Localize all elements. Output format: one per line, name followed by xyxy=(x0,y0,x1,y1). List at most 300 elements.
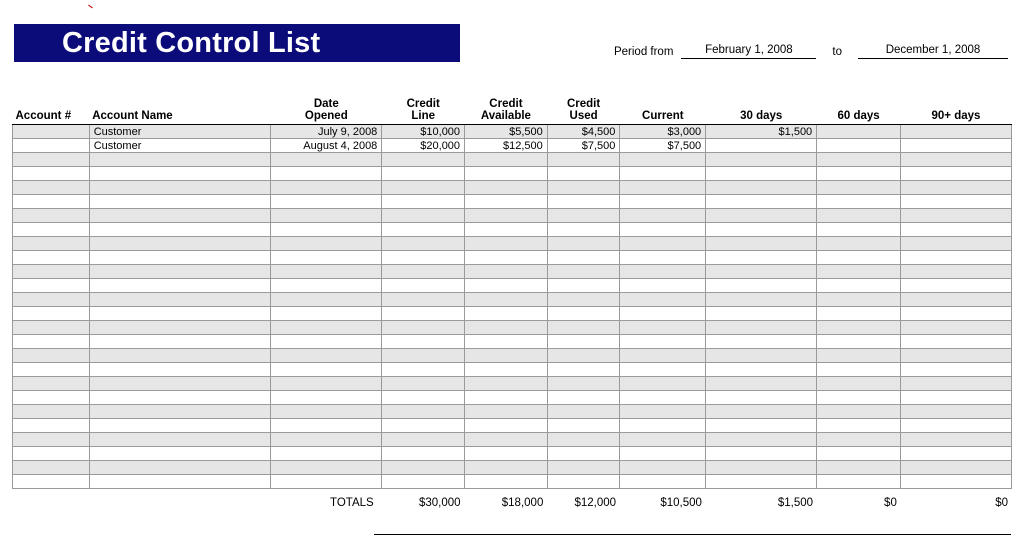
cell-used[interactable] xyxy=(547,447,620,461)
cell-account[interactable] xyxy=(13,237,90,251)
cell-used[interactable] xyxy=(547,363,620,377)
cell-d60[interactable] xyxy=(817,405,901,419)
cell-d30[interactable] xyxy=(706,293,817,307)
cell-current[interactable] xyxy=(620,307,706,321)
cell-date[interactable] xyxy=(271,391,382,405)
cell-date[interactable] xyxy=(271,433,382,447)
cell-d30[interactable] xyxy=(706,167,817,181)
column-header-90-plus-days: 90+ days xyxy=(900,78,1011,125)
cell-d90[interactable] xyxy=(900,419,1011,433)
cell-d60[interactable] xyxy=(817,265,901,279)
cell-d90[interactable] xyxy=(900,349,1011,363)
cell-available[interactable] xyxy=(465,223,548,237)
cell-account[interactable] xyxy=(13,419,90,433)
cell-d90[interactable] xyxy=(900,405,1011,419)
table-row[interactable] xyxy=(13,167,1012,181)
cell-date[interactable] xyxy=(271,167,382,181)
cell-d60[interactable] xyxy=(817,419,901,433)
cell-line[interactable] xyxy=(382,475,465,489)
cell-name[interactable] xyxy=(89,335,271,349)
cell-date[interactable] xyxy=(271,195,382,209)
cell-d90[interactable] xyxy=(900,433,1011,447)
cell-current[interactable] xyxy=(620,293,706,307)
cell-current[interactable] xyxy=(620,433,706,447)
cell-d90[interactable] xyxy=(900,251,1011,265)
cell-available[interactable] xyxy=(465,293,548,307)
cell-name[interactable] xyxy=(89,419,271,433)
cell-used[interactable] xyxy=(547,391,620,405)
cell-date[interactable] xyxy=(271,349,382,363)
cell-line[interactable] xyxy=(382,363,465,377)
cell-d60[interactable] xyxy=(817,461,901,475)
cell-d30[interactable] xyxy=(706,461,817,475)
cell-account[interactable] xyxy=(13,447,90,461)
cell-name[interactable] xyxy=(89,223,271,237)
cell-d90[interactable] xyxy=(900,167,1011,181)
period-to-value[interactable]: December 1, 2008 xyxy=(858,44,1008,59)
cell-date[interactable] xyxy=(271,419,382,433)
cell-used[interactable] xyxy=(547,377,620,391)
table-row[interactable] xyxy=(13,363,1012,377)
cell-d60[interactable] xyxy=(817,251,901,265)
cell-name[interactable]: Customer xyxy=(89,125,271,139)
cell-account[interactable] xyxy=(13,251,90,265)
cell-account[interactable] xyxy=(13,363,90,377)
cell-name[interactable] xyxy=(89,195,271,209)
cell-used[interactable] xyxy=(547,237,620,251)
cell-date[interactable] xyxy=(271,321,382,335)
cell-d60[interactable] xyxy=(817,237,901,251)
cell-line[interactable] xyxy=(382,377,465,391)
cell-current[interactable] xyxy=(620,265,706,279)
cell-account[interactable] xyxy=(13,377,90,391)
cell-d30[interactable] xyxy=(706,405,817,419)
cell-date[interactable] xyxy=(271,209,382,223)
cell-account[interactable] xyxy=(13,125,90,139)
page-title: Credit Control List xyxy=(62,26,321,59)
cell-d90[interactable] xyxy=(900,461,1011,475)
cell-account[interactable] xyxy=(13,321,90,335)
cell-d90[interactable] xyxy=(900,181,1011,195)
cell-account[interactable] xyxy=(13,195,90,209)
cell-available[interactable] xyxy=(465,335,548,349)
cell-available[interactable] xyxy=(465,391,548,405)
table-row[interactable] xyxy=(13,195,1012,209)
cell-date[interactable] xyxy=(271,447,382,461)
cell-line[interactable] xyxy=(382,167,465,181)
cell-used[interactable] xyxy=(547,335,620,349)
cell-line[interactable] xyxy=(382,433,465,447)
cell-date[interactable] xyxy=(271,181,382,195)
cell-d90[interactable] xyxy=(900,321,1011,335)
cell-current[interactable] xyxy=(620,279,706,293)
cell-current[interactable] xyxy=(620,251,706,265)
cell-name[interactable] xyxy=(89,265,271,279)
cell-used[interactable]: $4,500 xyxy=(547,125,620,139)
table-row[interactable] xyxy=(13,307,1012,321)
cell-current[interactable] xyxy=(620,363,706,377)
cell-date[interactable] xyxy=(271,405,382,419)
cell-d60[interactable] xyxy=(817,363,901,377)
cell-d90[interactable] xyxy=(900,307,1011,321)
title-banner xyxy=(14,24,460,62)
totals-90-plus-days: $0 xyxy=(995,497,1008,509)
table-row[interactable] xyxy=(13,377,1012,391)
cell-d30[interactable] xyxy=(706,475,817,489)
cell-current[interactable] xyxy=(620,237,706,251)
table-row[interactable] xyxy=(13,125,1012,139)
cell-current[interactable] xyxy=(620,461,706,475)
table-row[interactable] xyxy=(13,293,1012,307)
cell-current[interactable] xyxy=(620,167,706,181)
cell-available[interactable] xyxy=(465,237,548,251)
cell-d90[interactable] xyxy=(900,391,1011,405)
cell-d30[interactable] xyxy=(706,237,817,251)
cell-name[interactable] xyxy=(89,307,271,321)
cell-d30[interactable] xyxy=(706,377,817,391)
table-row[interactable] xyxy=(13,265,1012,279)
cell-account[interactable] xyxy=(13,433,90,447)
cell-d90[interactable] xyxy=(900,195,1011,209)
cell-used[interactable] xyxy=(547,307,620,321)
cell-used[interactable] xyxy=(547,167,620,181)
cell-account[interactable] xyxy=(13,167,90,181)
cell-account[interactable] xyxy=(13,293,90,307)
cell-current[interactable] xyxy=(620,153,706,167)
cell-available[interactable] xyxy=(465,461,548,475)
cell-date[interactable] xyxy=(271,335,382,349)
cell-date[interactable] xyxy=(271,237,382,251)
column-header-current: Current xyxy=(620,78,706,125)
cell-d60[interactable] xyxy=(817,321,901,335)
cell-d30[interactable] xyxy=(706,153,817,167)
cell-available[interactable] xyxy=(465,167,548,181)
cell-used[interactable] xyxy=(547,279,620,293)
cell-line[interactable] xyxy=(382,153,465,167)
cell-name[interactable] xyxy=(89,391,271,405)
cell-d60[interactable] xyxy=(817,279,901,293)
cell-d90[interactable] xyxy=(900,447,1011,461)
cell-name[interactable] xyxy=(89,475,271,489)
cell-current[interactable] xyxy=(620,335,706,349)
cell-name[interactable] xyxy=(89,377,271,391)
cell-account[interactable] xyxy=(13,307,90,321)
cell-available[interactable] xyxy=(465,321,548,335)
cell-available[interactable] xyxy=(465,377,548,391)
cell-available[interactable] xyxy=(465,307,548,321)
cell-line[interactable] xyxy=(382,251,465,265)
cell-current[interactable] xyxy=(620,223,706,237)
table-row[interactable] xyxy=(13,433,1012,447)
cell-used[interactable] xyxy=(547,195,620,209)
cell-d30[interactable] xyxy=(706,139,817,153)
cell-account[interactable] xyxy=(13,265,90,279)
cell-used[interactable] xyxy=(547,433,620,447)
cell-used[interactable] xyxy=(547,321,620,335)
table-row[interactable] xyxy=(13,153,1012,167)
table-row[interactable] xyxy=(13,321,1012,335)
cell-date[interactable] xyxy=(271,461,382,475)
cell-used[interactable] xyxy=(547,153,620,167)
table-row[interactable] xyxy=(13,405,1012,419)
table-row[interactable] xyxy=(13,349,1012,363)
cell-name[interactable]: Customer xyxy=(89,139,271,153)
cell-d30[interactable] xyxy=(706,195,817,209)
cell-line[interactable] xyxy=(382,447,465,461)
cell-available[interactable]: $5,500 xyxy=(465,125,548,139)
cell-d90[interactable] xyxy=(900,475,1011,489)
cell-account[interactable] xyxy=(13,181,90,195)
cell-available[interactable] xyxy=(465,251,548,265)
cell-d90[interactable] xyxy=(900,335,1011,349)
table-row[interactable] xyxy=(13,475,1012,489)
cell-name[interactable] xyxy=(89,237,271,251)
cell-current[interactable] xyxy=(620,377,706,391)
cell-current[interactable] xyxy=(620,405,706,419)
cell-line[interactable] xyxy=(382,349,465,363)
cell-available[interactable] xyxy=(465,209,548,223)
table-row[interactable] xyxy=(13,335,1012,349)
table-row[interactable] xyxy=(13,181,1012,195)
cell-d30[interactable] xyxy=(706,279,817,293)
cell-d60[interactable] xyxy=(817,125,901,139)
cell-d30[interactable]: $1,500 xyxy=(706,125,817,139)
cell-date[interactable] xyxy=(271,251,382,265)
cell-line[interactable] xyxy=(382,391,465,405)
cell-account[interactable] xyxy=(13,279,90,293)
cell-d30[interactable] xyxy=(706,265,817,279)
cell-available[interactable] xyxy=(465,447,548,461)
cell-used[interactable] xyxy=(547,419,620,433)
cell-available[interactable]: $12,500 xyxy=(465,139,548,153)
cell-d30[interactable] xyxy=(706,363,817,377)
cell-d90[interactable] xyxy=(900,265,1011,279)
cell-current[interactable] xyxy=(620,419,706,433)
cell-name[interactable] xyxy=(89,293,271,307)
cell-name[interactable] xyxy=(89,167,271,181)
cell-line[interactable] xyxy=(382,405,465,419)
cell-d60[interactable] xyxy=(817,209,901,223)
cell-name[interactable] xyxy=(89,461,271,475)
cell-name[interactable] xyxy=(89,349,271,363)
cell-date[interactable] xyxy=(271,265,382,279)
cell-d30[interactable] xyxy=(706,307,817,321)
cell-available[interactable] xyxy=(465,419,548,433)
cell-available[interactable] xyxy=(465,181,548,195)
cell-account[interactable] xyxy=(13,475,90,489)
cell-date[interactable]: July 9, 2008 xyxy=(271,125,382,139)
cell-d90[interactable] xyxy=(900,125,1011,139)
cell-name[interactable] xyxy=(89,181,271,195)
cell-name[interactable] xyxy=(89,153,271,167)
cell-current[interactable] xyxy=(620,447,706,461)
cell-line[interactable] xyxy=(382,223,465,237)
cell-current[interactable] xyxy=(620,475,706,489)
cell-line[interactable] xyxy=(382,181,465,195)
cell-d30[interactable] xyxy=(706,391,817,405)
cell-d90[interactable] xyxy=(900,223,1011,237)
cell-available[interactable] xyxy=(465,405,548,419)
cell-line[interactable] xyxy=(382,293,465,307)
cell-d30[interactable] xyxy=(706,349,817,363)
cell-d60[interactable] xyxy=(817,335,901,349)
cell-date[interactable] xyxy=(271,293,382,307)
totals-credit-line: $30,000 xyxy=(418,497,461,509)
cell-account[interactable] xyxy=(13,461,90,475)
cell-date[interactable] xyxy=(271,377,382,391)
cell-used[interactable] xyxy=(547,405,620,419)
cell-line[interactable] xyxy=(382,419,465,433)
cell-d60[interactable] xyxy=(817,377,901,391)
cell-name[interactable] xyxy=(89,209,271,223)
cell-used[interactable] xyxy=(547,181,620,195)
cell-name[interactable] xyxy=(89,279,271,293)
cell-available[interactable] xyxy=(465,349,548,363)
cell-used[interactable]: $7,500 xyxy=(547,139,620,153)
cell-account[interactable] xyxy=(13,335,90,349)
cell-d30[interactable] xyxy=(706,433,817,447)
cell-line[interactable] xyxy=(382,321,465,335)
cell-d60[interactable] xyxy=(817,391,901,405)
cell-used[interactable] xyxy=(547,293,620,307)
totals-60-days: $0 xyxy=(884,497,897,509)
cell-d60[interactable] xyxy=(817,475,901,489)
table-row[interactable] xyxy=(13,279,1012,293)
cell-date[interactable] xyxy=(271,279,382,293)
cell-account[interactable] xyxy=(13,139,90,153)
cell-available[interactable] xyxy=(465,153,548,167)
cell-line[interactable]: $20,000 xyxy=(382,139,465,153)
column-header-30-days: 30 days xyxy=(706,78,817,125)
cell-d60[interactable] xyxy=(817,167,901,181)
cell-available[interactable] xyxy=(465,195,548,209)
cell-available[interactable] xyxy=(465,363,548,377)
cell-available[interactable] xyxy=(465,279,548,293)
cell-available[interactable] xyxy=(465,475,548,489)
cell-d30[interactable] xyxy=(706,209,817,223)
cell-d90[interactable] xyxy=(900,139,1011,153)
cell-d60[interactable] xyxy=(817,307,901,321)
period-from-value[interactable]: February 1, 2008 xyxy=(681,44,816,59)
cell-used[interactable] xyxy=(547,223,620,237)
cell-date[interactable]: August 4, 2008 xyxy=(271,139,382,153)
cell-name[interactable] xyxy=(89,321,271,335)
table-row[interactable] xyxy=(13,209,1012,223)
cell-used[interactable] xyxy=(547,251,620,265)
cell-line[interactable] xyxy=(382,279,465,293)
cell-account[interactable] xyxy=(13,209,90,223)
table-body xyxy=(13,125,1012,489)
cell-available[interactable] xyxy=(465,433,548,447)
cell-line[interactable] xyxy=(382,335,465,349)
cell-date[interactable] xyxy=(271,363,382,377)
cell-d30[interactable] xyxy=(706,223,817,237)
cell-d60[interactable] xyxy=(817,223,901,237)
cell-d60[interactable] xyxy=(817,447,901,461)
cell-d60[interactable] xyxy=(817,181,901,195)
cell-used[interactable] xyxy=(547,265,620,279)
cell-d60[interactable] xyxy=(817,139,901,153)
cell-d90[interactable] xyxy=(900,377,1011,391)
cell-d90[interactable] xyxy=(900,237,1011,251)
table-row[interactable] xyxy=(13,251,1012,265)
cell-account[interactable] xyxy=(13,391,90,405)
cell-current[interactable] xyxy=(620,391,706,405)
cell-current[interactable] xyxy=(620,195,706,209)
cell-account[interactable] xyxy=(13,349,90,363)
table-row[interactable] xyxy=(13,391,1012,405)
cell-date[interactable] xyxy=(271,307,382,321)
table-row[interactable] xyxy=(13,139,1012,153)
cell-d30[interactable] xyxy=(706,447,817,461)
cell-d90[interactable] xyxy=(900,153,1011,167)
cell-d60[interactable] xyxy=(817,195,901,209)
cell-d60[interactable] xyxy=(817,349,901,363)
cell-date[interactable] xyxy=(271,223,382,237)
cell-d90[interactable] xyxy=(900,209,1011,223)
cell-d30[interactable] xyxy=(706,181,817,195)
table-row[interactable] xyxy=(13,223,1012,237)
table-row[interactable] xyxy=(13,419,1012,433)
cell-d90[interactable] xyxy=(900,293,1011,307)
cell-line[interactable] xyxy=(382,209,465,223)
cell-current[interactable]: $3,000 xyxy=(620,125,706,139)
cell-current[interactable]: $7,500 xyxy=(620,139,706,153)
cell-d60[interactable] xyxy=(817,433,901,447)
cell-line[interactable]: $10,000 xyxy=(382,125,465,139)
table-row[interactable] xyxy=(13,461,1012,475)
cell-d60[interactable] xyxy=(817,153,901,167)
cell-used[interactable] xyxy=(547,349,620,363)
column-header-account-number: Account # xyxy=(13,78,90,125)
table-row[interactable] xyxy=(13,237,1012,251)
cell-name[interactable] xyxy=(89,363,271,377)
cell-used[interactable] xyxy=(547,461,620,475)
credit-table xyxy=(12,78,1012,489)
cell-current[interactable] xyxy=(620,321,706,335)
cell-available[interactable] xyxy=(465,265,548,279)
cell-current[interactable] xyxy=(620,349,706,363)
cell-date[interactable] xyxy=(271,153,382,167)
cell-line[interactable] xyxy=(382,195,465,209)
cell-line[interactable] xyxy=(382,307,465,321)
cell-d30[interactable] xyxy=(706,419,817,433)
cell-name[interactable] xyxy=(89,433,271,447)
cell-line[interactable] xyxy=(382,461,465,475)
cell-name[interactable] xyxy=(89,447,271,461)
table-row[interactable] xyxy=(13,447,1012,461)
cell-d60[interactable] xyxy=(817,293,901,307)
cell-account[interactable] xyxy=(13,153,90,167)
totals-underline xyxy=(374,534,1011,535)
cell-account[interactable] xyxy=(13,405,90,419)
cell-date[interactable] xyxy=(271,475,382,489)
cell-d90[interactable] xyxy=(900,363,1011,377)
cell-current[interactable] xyxy=(620,181,706,195)
cell-d30[interactable] xyxy=(706,251,817,265)
cell-d30[interactable] xyxy=(706,335,817,349)
cell-current[interactable] xyxy=(620,209,706,223)
cell-account[interactable] xyxy=(13,223,90,237)
cell-d90[interactable] xyxy=(900,279,1011,293)
cell-d30[interactable] xyxy=(706,321,817,335)
cell-name[interactable] xyxy=(89,251,271,265)
cell-used[interactable] xyxy=(547,475,620,489)
cell-line[interactable] xyxy=(382,265,465,279)
cell-used[interactable] xyxy=(547,209,620,223)
cell-line[interactable] xyxy=(382,237,465,251)
cell-name[interactable] xyxy=(89,405,271,419)
